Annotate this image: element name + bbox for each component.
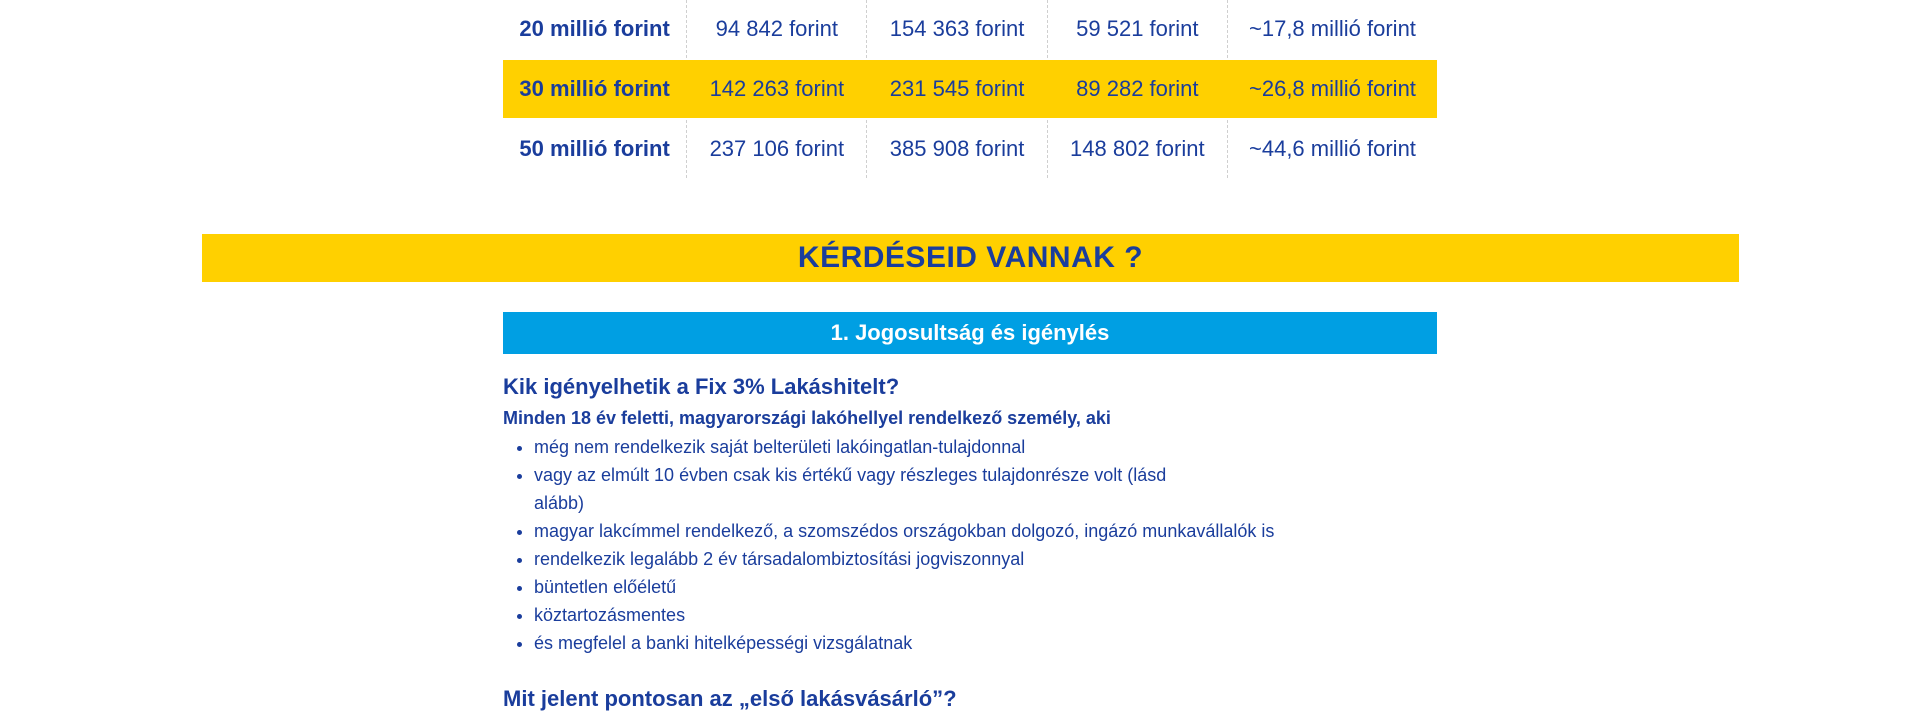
section-header-eligibility[interactable]: 1. Jogosultság és igénylés <box>503 312 1437 354</box>
list-item: • vagy az elmúlt 10 évben csak kis értékű vagy részleges tulajdonrésze volt (lásd alább) <box>534 461 1184 517</box>
value-cell: 89 282 forint <box>1076 76 1199 101</box>
loan-amount-cell: 20 millió forint <box>503 0 687 58</box>
value-cell: 237 106 forint <box>687 120 867 178</box>
faq-question: Mit jelent pontosan az „első lakásvásárló”? <box>503 686 957 711</box>
value-cell: ~44,6 millió forint <box>1249 136 1416 161</box>
value-cell: 148 802 forint <box>1048 120 1228 178</box>
value-cell: 94 842 forint <box>687 0 867 58</box>
faq-question: Kik igényelhetik a Fix 3% Lakáshitelt? <box>503 374 900 399</box>
table-row <box>503 120 1437 178</box>
list-item: • köztartozásmentes <box>534 601 1437 629</box>
value-cell: 59 521 forint <box>1048 0 1228 58</box>
list-item: • és megfelel a banki hitelképességi vizsgálatnak <box>534 629 1437 657</box>
table-row <box>503 0 1437 58</box>
value-cell: ~26,8 millió forint <box>1249 76 1416 101</box>
value-cell: 231 545 forint <box>889 76 1025 101</box>
list-item: • büntetlen előéletű <box>534 573 1437 601</box>
list-item: • rendelkezik legalább 2 év társadalombiztosítási jogviszonnyal <box>534 545 1437 573</box>
value-cell: 385 908 forint <box>867 120 1047 178</box>
value-cell: 154 363 forint <box>867 0 1047 58</box>
loan-amount-cell: 50 millió forint <box>503 120 687 178</box>
value-cell: 142 263 forint <box>709 76 845 101</box>
value-cell: ~17,8 millió forint <box>1249 16 1416 41</box>
list-item: • magyar lakcímmel rendelkező, a szomszédos országokban dolgozó, ingázó munkavállalók is <box>534 517 1437 545</box>
table-row-highlighted <box>503 60 1437 118</box>
faq-banner: KÉRDÉSEID VANNAK ? <box>202 234 1739 282</box>
faq-content <box>503 374 1437 657</box>
loan-rate-table <box>503 0 1437 180</box>
eligibility-criteria-list <box>503 433 1437 657</box>
faq-answer-intro: Minden 18 év feletti, magyarországi lakóhellyel rendelkező személy, aki <box>503 408 1111 428</box>
loan-amount-cell: 30 millió forint <box>519 76 670 101</box>
list-item: • még nem rendelkezik saját belterületi lakóingatlan-tulajdonnal <box>534 433 1437 461</box>
